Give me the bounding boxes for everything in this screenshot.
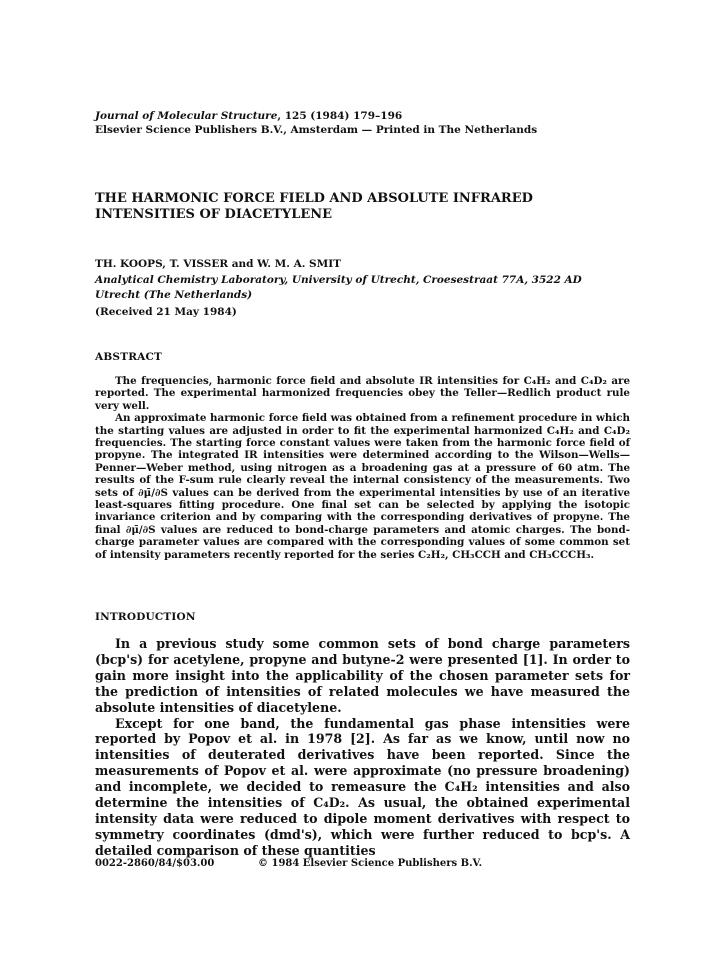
paper-title [95,191,630,223]
journal-volume-pages: , 125 (1984) 179–196 [277,110,403,122]
article-code: 0022-2860/84/$03.00 [95,858,215,869]
abstract-paragraph: The frequencies, harmonic force field and absolute IR intensities for C₄H₂ and C₄D₂ are reported. The experimental harmonized frequencies obey the Teller—Redlich product rule very well. [95,375,630,412]
introduction-paragraph: Except for one band, the fundamental gas phase intensities were reported by Popov et al. in 1978 [2]. As far as we know, until now no intensities of deuterated derivatives have been reported. Since the measurements of Popov et al. were approximate (no pressure broadening) and incomplete, we decided to remeasure the C₄H₂ intensities and also determine the intensities of C₄D₂. As usual, the obtained experimental intensity data were reduced to dipole moment derivatives with respect to symmetry coordinates (dmd's), which were further reduced to bcp's. A detailed comparison of these quantities [95,715,630,858]
copyright-notice: © 1984 Elsevier Science Publishers B.V. [258,858,483,869]
received-date: (Received 21 May 1984) [95,306,237,318]
paper-title-line-2: INTENSITIES OF DIACETYLENE [95,207,333,222]
affiliation-line-2: Utrecht (The Netherlands) [95,289,253,301]
paper-title-line-1: THE HARMONIC FORCE FIELD AND ABSOLUTE INFRARED [95,191,533,206]
affiliation [95,273,630,303]
introduction-body [95,636,630,859]
journal-header [95,109,630,137]
introduction-heading: INTRODUCTION [95,611,196,623]
journal-citation [95,109,630,123]
abstract-body [95,375,630,561]
journal-name: Journal of Molecular Structure [95,110,278,122]
introduction-paragraph: In a previous study some common sets of bond charge parameters (bcp's) for acetylene, propyne and butyne-2 were presented [1]. In order to gain more insight into the applicability of the chosen parameter sets for the prediction of intensities of related molecules we have measured the absolute intensities of diacetylene. [95,636,630,715]
abstract-heading: ABSTRACT [95,351,163,363]
abstract-paragraph: An approximate harmonic force field was obtained from a refinement procedure in which the starting values are adjusted in order to fit the experimental harmonized C₄H₂ and C₄D₂ frequencies. The starting force constant values were taken from the harmonic force field of propyne. The integrated IR intensities were determined according to the Wilson—Wells—Penner—Weber method, using nitrogen as a broadening gas at a pressure of 60 atm. The results of the F-sum rule clearly reveal the internal consistency of the measurements. Two sets of ∂μ̄/∂S values can be derived from the experimental intensities by use of an iterative least-squares fitting procedure. One final set can be selected by applying the isotopic invariance criterion and by comparing with the corresponding derivatives of propyne. The final ∂μ̄/∂S values are reduced to bond-charge parameters and atomic charges. The bond-charge parameter values are compared with the corresponding values of some common set of intensity parameters recently reported for the series C₂H₂, CH₃CCH and CH₃CCCH₃. [95,412,630,561]
affiliation-line-1: Analytical Chemistry Laboratory, University of Utrecht, Croesestraat 77A, 3522 AD [95,274,582,286]
publisher-line: Elsevier Science Publishers B.V., Amsterdam — Printed in The Netherlands [95,124,538,136]
author-list: TH. KOOPS, T. VISSER and W. M. A. SMIT [95,258,341,270]
